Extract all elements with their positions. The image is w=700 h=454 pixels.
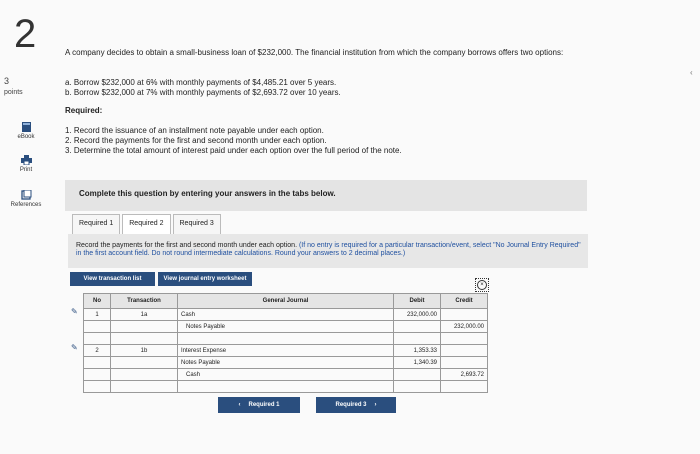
row-no [84,381,111,393]
row-transaction [111,321,178,333]
panel-note: (If no entry is required for a particular transaction/event, select "No Journal Entry Required" in the first account field. Do not round intermediate calculations. Round your answers to 2 decimal places.) [76,242,581,257]
question-intro: A company decides to obtain a small-business loan of $232,000. The financial institution from which the company borrows offers two options: [65,48,564,57]
row-credit [441,381,488,393]
option-b: b. Borrow $232,000 at 7% with monthly payments of $2,693.72 over 10 years. [65,88,341,97]
tab-instructions [68,234,588,268]
loan-options [65,78,341,98]
close-icon[interactable] [475,278,489,292]
chevron-right-icon: › [374,402,377,408]
option-a: a. Borrow $232,000 at 6% with monthly payments of $4,485.21 over 5 years. [65,78,337,87]
row-transaction [111,381,178,393]
row-account: Cash [178,369,394,381]
row-debit: 1,353.33 [394,345,441,357]
close-x-icon: × [477,280,487,290]
row-credit [441,357,488,369]
tab-required-3[interactable]: Required 3 [173,214,221,234]
row-credit [441,309,488,321]
tab-bar [72,214,223,234]
row-credit: 232,000.00 [441,321,488,333]
row-no [84,357,111,369]
print-tool[interactable] [6,155,46,173]
row-debit [394,333,441,345]
row-transaction: 1a [111,309,178,321]
row-account: Interest Expense [178,345,394,357]
print-label: Print [19,167,33,173]
table-row [84,309,488,321]
row-credit [441,345,488,357]
required-item-1: 1. Record the issuance of an installment note payable under each option. [65,126,324,135]
next-required-button[interactable] [316,397,396,413]
row-no: 1 [84,309,111,321]
row-no [84,321,111,333]
row-account: Notes Payable [178,357,394,369]
ebook-label: eBook [17,134,35,140]
tab-instructions-text [76,242,581,258]
row-credit: 2,693.72 [441,369,488,381]
row-no [84,369,111,381]
row-account: Cash [178,309,394,321]
row-debit [394,369,441,381]
view-journal-worksheet-button[interactable]: View journal entry worksheet [158,272,252,286]
tab-required-2[interactable]: Required 2 [122,214,170,234]
row-no: 2 [84,345,111,357]
row-no [84,333,111,345]
edit-pencil-icon[interactable]: ✎ [71,343,78,352]
points-label: points [4,89,23,96]
table-row [84,357,488,369]
points-value: 3 [4,76,10,86]
view-transaction-list-button[interactable]: View transaction list [70,272,155,286]
row-transaction: 1b [111,345,178,357]
header-transaction: Transaction [111,294,178,309]
row-account: Notes Payable [178,321,394,333]
row-credit [441,333,488,345]
row-debit [394,381,441,393]
header-credit: Credit [441,294,488,309]
table-row [84,345,488,357]
complete-instruction: Complete this question by entering your answers in the tabs below. [79,189,336,198]
edit-pencil-icon[interactable]: ✎ [71,307,78,316]
references-label: References [10,202,42,208]
journal-table [83,293,488,393]
table-row [84,369,488,381]
header-debit: Debit [394,294,441,309]
tab-required-1[interactable]: Required 1 [72,214,120,234]
row-debit: 232,000.00 [394,309,441,321]
row-account [178,333,394,345]
cursor-mark-icon: ‹ [690,68,693,77]
row-account [178,381,394,393]
row-transaction [111,357,178,369]
journal-header-row [84,294,488,309]
references-tool[interactable] [6,190,46,208]
points-info [4,76,23,98]
table-row [84,333,488,345]
prev-required-button[interactable] [218,397,300,413]
question-number: 2 [14,12,37,56]
required-item-2: 2. Record the payments for the first and second month under each option. [65,136,327,145]
header-general-journal: General Journal [178,294,394,309]
row-debit [394,321,441,333]
row-debit: 1,340.39 [394,357,441,369]
required-heading: Required: [65,106,103,115]
printer-icon [21,155,32,165]
references-icon [21,190,32,200]
required-item-3: 3. Determine the total amount of interest paid under each option over the full period of the note. [65,146,402,155]
instruction-banner [65,180,587,211]
table-row [84,321,488,333]
header-no: No [84,294,111,309]
prev-required-label: Required 1 [248,402,280,408]
table-row [84,381,488,393]
next-required-label: Required 3 [335,402,367,408]
required-list [65,126,402,156]
row-transaction [111,369,178,381]
row-transaction [111,333,178,345]
chevron-left-icon: ‹ [238,402,241,408]
ebook-tool[interactable] [6,122,46,140]
panel-instruction: Record the payments for the first and second month under each option. [76,242,298,249]
book-icon [21,122,32,132]
